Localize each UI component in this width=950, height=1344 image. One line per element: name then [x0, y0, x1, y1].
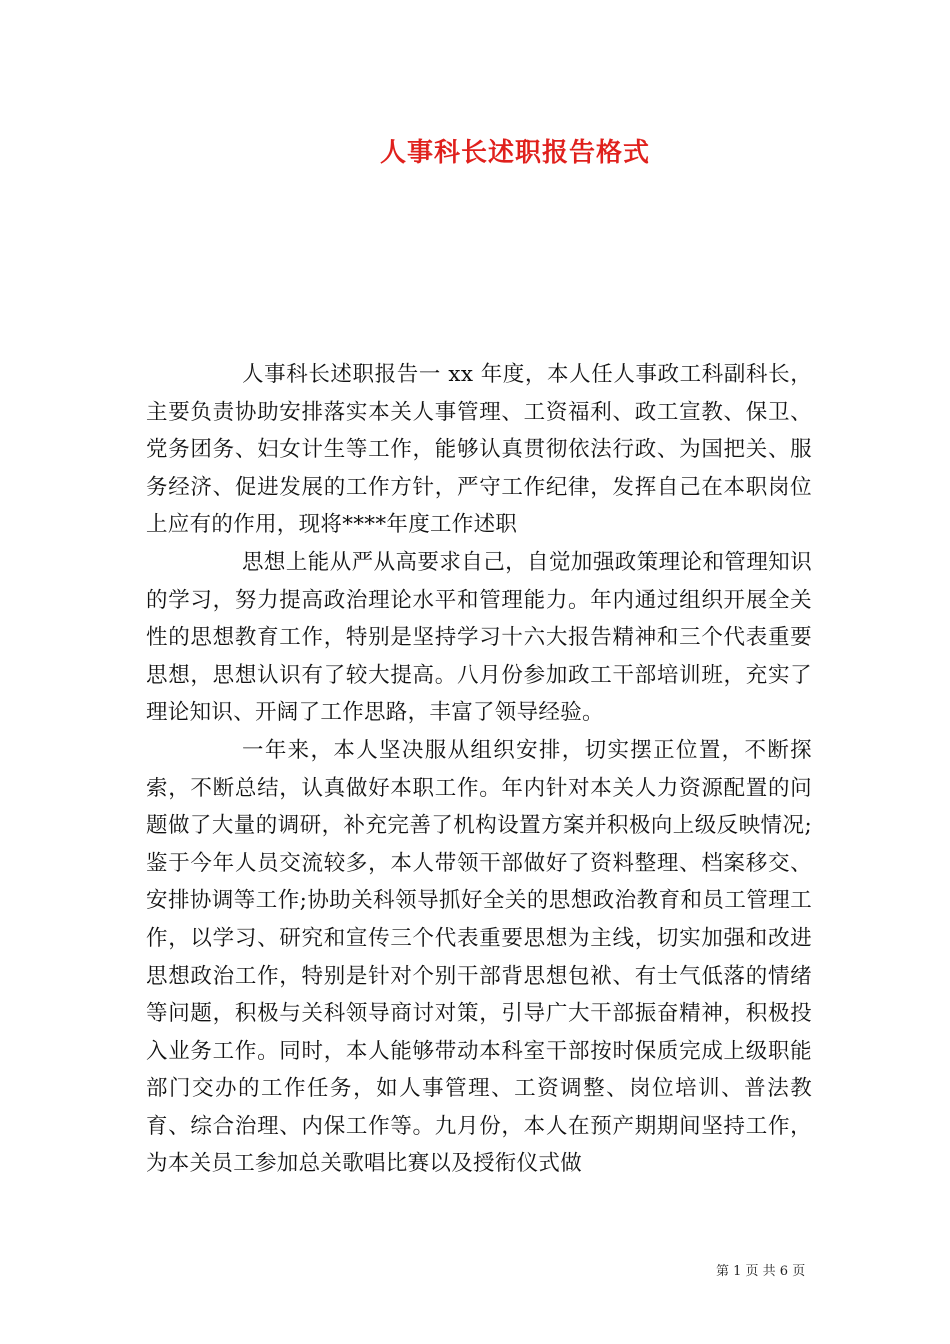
paragraph-work: 一年来，本人坚决服从组织安排，切实摆正位置，不断探索，不断总结，认真做好本职工作。年内针对本关人力资源配置的问题做了大量的调研，补充完善了机构设置方案并积极向上级反映情况;鉴于今年人员交流较多，本人带领干部做好了资料整理、档案移交、安排协调等工作;协助关科领导抓好全关的思想政治教育和员工管理工作，以学习、研究和宣传三个代表重要思想为主线，切实加强和改进思想政治工作，特别是针对个别干部背思想包袱、有士气低落的情绪等问题，积极与关科领导商讨对策，引导广大干部振奋精神，积极投入业务工作。同时，本人能够带动本科室干部按时保质完成上级职能部门交办的工作任务，如人事管理、工资调整、岗位培训、普法教育、综合治理、内保工作等。九月份，本人在预产期期间坚持工作，为本关员工参加总关歌唱比赛以及授衔仪式做 — [146, 737, 812, 1177]
document-body — [146, 356, 812, 1183]
page-number: 第 1 页 共 6 页 — [716, 1264, 806, 1279]
paragraph-intro: 人事科长述职报告一 xx 年度，本人任人事政工科副科长，主要负责协助安排落实本关人事管理、工资福利、政工宣教、保卫、党务团务、妇女计生等工作，能够认真贯彻依法行政、为国把关、服务经济、促进发展的工作方针，严守工作纪律，发挥自己在本职岗位上应有的作用，现将****年度工作述职 — [146, 362, 812, 538]
page-title: 人事科长述职报告格式 — [379, 138, 650, 168]
paragraph-thought: 思想上能从严从高要求自己，自觉加强政策理论和管理知识的学习，努力提高政治理论水平和管理能力。年内通过组织开展全关性的思想教育工作，特别是坚持学习十六大报告精神和三个代表重要思想，思想认识有了较大提高。八月份参加政工干部培训班，充实了理论知识、开阔了工作思路，丰富了领导经验。 — [146, 549, 812, 726]
